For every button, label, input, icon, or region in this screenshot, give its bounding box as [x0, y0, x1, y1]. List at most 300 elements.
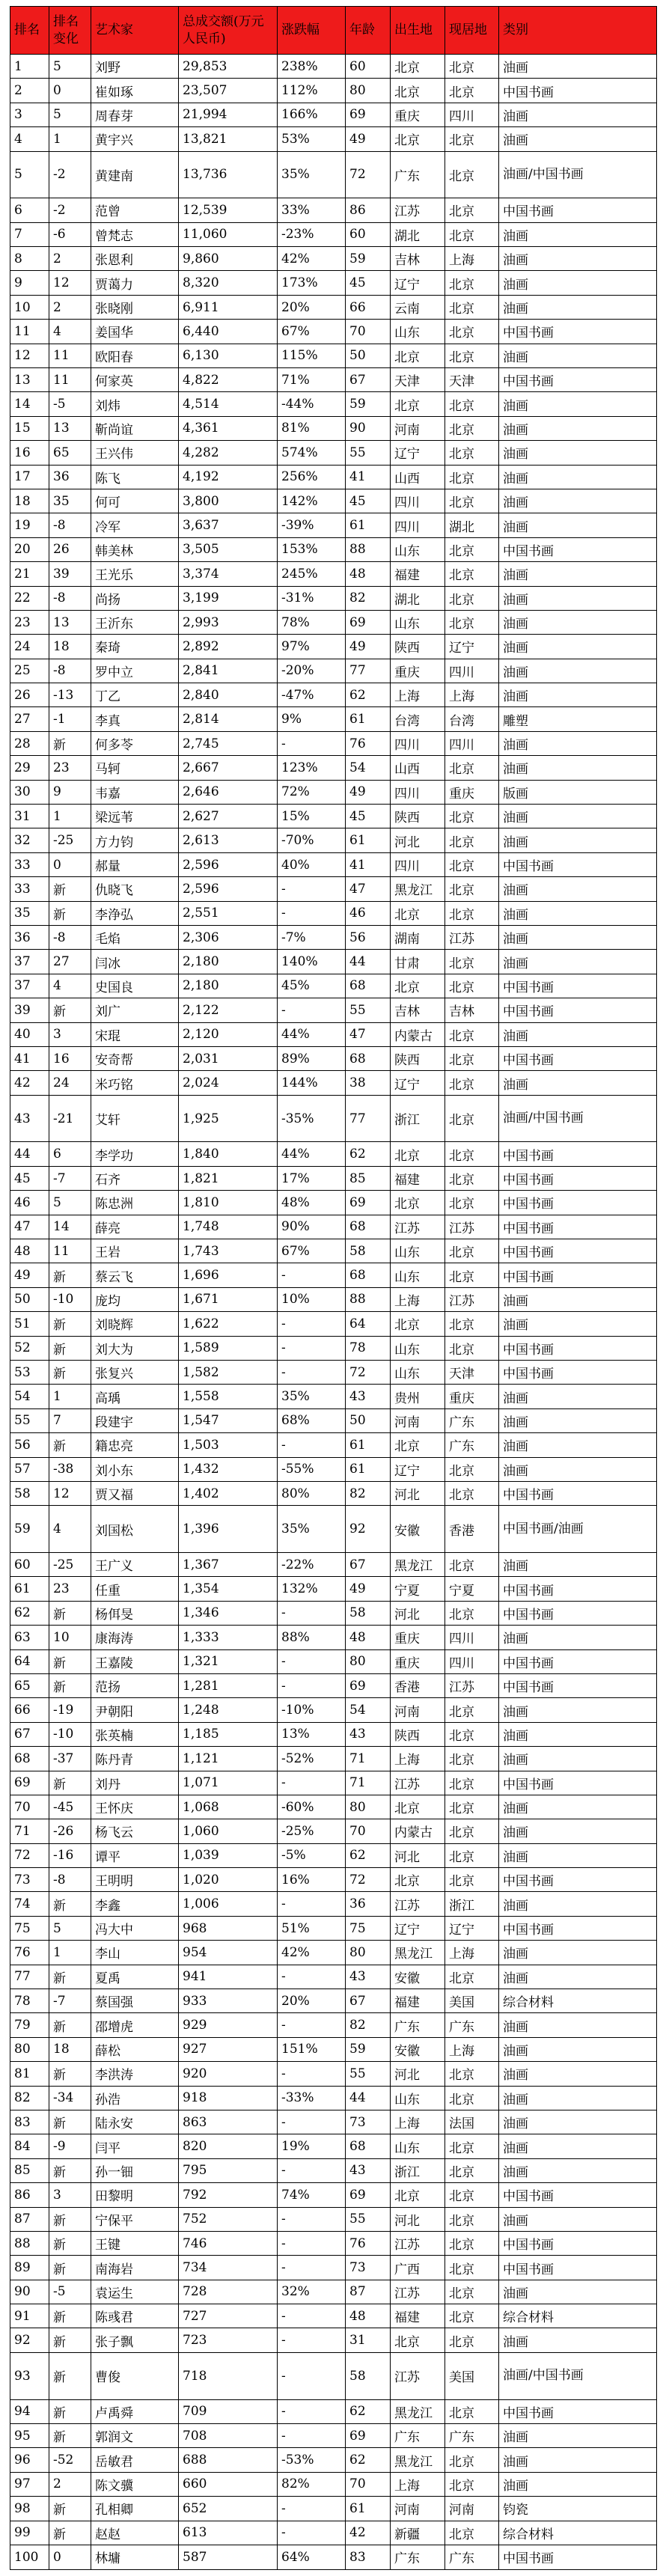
category-cell: 油画 [499, 2472, 657, 2496]
rank-change-cell: 65 [49, 441, 91, 465]
table-row [10, 2352, 657, 2399]
category-cell: 综合材料 [499, 2304, 657, 2328]
change-rate-cell: 74% [278, 2183, 346, 2207]
residence-cell: 浙江 [445, 1892, 499, 1916]
age-cell: 55 [346, 998, 391, 1022]
age-cell: 68 [346, 1215, 391, 1239]
rank-cell: 58 [10, 1481, 49, 1505]
birthplace-cell: 辽宁 [391, 271, 445, 295]
turnover-cell: 3,800 [179, 489, 278, 513]
rank-cell: 8 [10, 247, 49, 271]
rank-cell: 77 [10, 1965, 49, 1989]
rank-change-cell: 23 [49, 756, 91, 780]
residence-cell: 北京 [445, 392, 499, 416]
residence-cell: 天津 [445, 368, 499, 392]
table-row [10, 1673, 657, 1697]
rank-cell: 76 [10, 1941, 49, 1965]
artist-cell: 刘晓辉 [91, 1312, 179, 1336]
age-cell: 70 [346, 1819, 391, 1843]
residence-cell: 北京 [445, 2086, 499, 2110]
artist-cell: 张晓刚 [91, 295, 179, 319]
rank-change-cell: 新 [49, 1673, 91, 1697]
birthplace-cell: 内蒙古 [391, 1022, 445, 1046]
turnover-cell: 929 [179, 2013, 278, 2037]
table-row [10, 1649, 657, 1673]
age-cell: 88 [346, 1287, 391, 1311]
rank-cell: 63 [10, 1626, 49, 1649]
rank-cell: 89 [10, 2256, 49, 2280]
birthplace-cell: 上海 [391, 2472, 445, 2496]
age-cell: 72 [346, 1360, 391, 1384]
rank-change-cell: 7 [49, 1408, 91, 1432]
turnover-cell: 2,596 [179, 877, 278, 901]
turnover-cell: 933 [179, 1989, 278, 2013]
rank-change-cell: -13 [49, 683, 91, 707]
residence-cell: 北京 [445, 2448, 499, 2472]
artist-cell: 李山 [91, 1941, 179, 1965]
change-rate-cell: 42% [278, 247, 346, 271]
change-rate-cell: 35% [278, 151, 346, 198]
artist-cell: 孔相卿 [91, 2497, 179, 2521]
table-row [10, 659, 657, 683]
birthplace-cell: 天津 [391, 368, 445, 392]
table-row [10, 683, 657, 707]
artist-cell: 袁运生 [91, 2280, 179, 2304]
rank-change-cell: 13 [49, 416, 91, 440]
artist-cell: 岳敏君 [91, 2448, 179, 2472]
residence-cell: 北京 [445, 1747, 499, 1771]
residence-cell: 河南 [445, 2497, 499, 2521]
turnover-cell: 795 [179, 2158, 278, 2182]
rank-cell: 99 [10, 2521, 49, 2545]
residence-cell: 江苏 [445, 1673, 499, 1697]
age-cell: 71 [346, 1771, 391, 1795]
residence-cell: 北京 [445, 586, 499, 610]
rank-cell: 36 [10, 925, 49, 949]
rank-change-cell: 新 [49, 2256, 91, 2280]
residence-cell: 北京 [445, 2280, 499, 2304]
birthplace-cell: 四川 [391, 731, 445, 755]
rank-cell: 31 [10, 805, 49, 828]
table-row [10, 1385, 657, 1408]
turnover-cell: 2,306 [179, 925, 278, 949]
rank-change-cell: -25 [49, 1552, 91, 1576]
table-row [10, 731, 657, 755]
table-row [10, 1577, 657, 1601]
rank-change-cell: -45 [49, 1795, 91, 1819]
residence-cell: 北京 [445, 1191, 499, 1215]
turnover-cell: 1,671 [179, 1287, 278, 1311]
category-cell: 中国书画 [499, 198, 657, 222]
turnover-cell: 21,994 [179, 103, 278, 126]
category-cell: 油画 [499, 950, 657, 974]
category-cell: 中国书画 [499, 1916, 657, 1940]
age-cell: 45 [346, 805, 391, 828]
age-cell: 43 [346, 1965, 391, 1989]
artist-cell: 仇晓飞 [91, 877, 179, 901]
change-rate-cell: - [278, 1360, 346, 1384]
birthplace-cell: 河南 [391, 1698, 445, 1722]
turnover-cell: 23,507 [179, 79, 278, 103]
turnover-cell: 660 [179, 2472, 278, 2496]
artist-cell: 范曾 [91, 198, 179, 222]
category-cell: 中国书画 [499, 79, 657, 103]
turnover-cell: 2,031 [179, 1046, 278, 1070]
turnover-cell: 1,748 [179, 1215, 278, 1239]
category-cell: 中国书画 [499, 1191, 657, 1215]
age-cell: 61 [346, 707, 391, 731]
residence-cell: 江苏 [445, 1215, 499, 1239]
table-row [10, 416, 657, 440]
birthplace-cell: 北京 [391, 1312, 445, 1336]
change-rate-cell: - [278, 1649, 346, 1673]
change-rate-cell: 16% [278, 1868, 346, 1892]
rank-change-cell: -8 [49, 586, 91, 610]
change-rate-cell: 10% [278, 1287, 346, 1311]
table-row [10, 2231, 657, 2255]
artist-cell: 丁乙 [91, 683, 179, 707]
artist-cell: 李真 [91, 707, 179, 731]
category-cell: 中国书画 [499, 368, 657, 392]
artist-cell: 刘野 [91, 55, 179, 79]
residence-cell: 北京 [445, 1795, 499, 1819]
category-cell: 油画/中国书画 [499, 1095, 657, 1142]
artist-cell: 刘小东 [91, 1457, 179, 1481]
change-rate-cell: 173% [278, 271, 346, 295]
artist-cell: 赵赵 [91, 2521, 179, 2545]
artist-cell: 刘国松 [91, 1506, 179, 1553]
birthplace-cell: 江苏 [391, 2280, 445, 2304]
turnover-cell: 1,185 [179, 1722, 278, 1746]
turnover-cell: 1,925 [179, 1095, 278, 1142]
artist-cell: 张恩利 [91, 247, 179, 271]
change-rate-cell: -22% [278, 1552, 346, 1576]
turnover-cell: 13,736 [179, 151, 278, 198]
rank-change-cell: 新 [49, 1649, 91, 1673]
table-row [10, 2399, 657, 2423]
age-cell: 58 [346, 1239, 391, 1263]
residence-cell: 上海 [445, 1941, 499, 1965]
rank-change-cell: 3 [49, 2183, 91, 2207]
change-rate-cell: 40% [278, 852, 346, 876]
table-row [10, 2472, 657, 2496]
rank-change-cell: 新 [49, 901, 91, 925]
rank-change-cell: 新 [49, 1771, 91, 1795]
rank-change-cell: 1 [49, 805, 91, 828]
rank-change-cell: 12 [49, 1481, 91, 1505]
age-cell: 73 [346, 2256, 391, 2280]
turnover-cell: 1,354 [179, 1577, 278, 1601]
age-cell: 58 [346, 1601, 391, 1625]
residence-cell: 四川 [445, 731, 499, 755]
residence-cell: 北京 [445, 465, 499, 489]
rank-change-cell: 新 [49, 1312, 91, 1336]
birthplace-cell: 陕西 [391, 1722, 445, 1746]
rank-cell: 56 [10, 1433, 49, 1457]
age-cell: 50 [346, 344, 391, 367]
category-cell: 油画 [499, 2448, 657, 2472]
turnover-cell: 2,120 [179, 1022, 278, 1046]
rank-change-cell: 13 [49, 610, 91, 634]
rank-change-cell: 新 [49, 2521, 91, 2545]
rank-cell: 49 [10, 1263, 49, 1287]
residence-cell: 北京 [445, 1263, 499, 1287]
residence-cell: 北京 [445, 2521, 499, 2545]
change-rate-cell: 574% [278, 441, 346, 465]
age-cell: 69 [346, 610, 391, 634]
rank-cell: 79 [10, 2013, 49, 2037]
artist-cell: 何可 [91, 489, 179, 513]
artist-cell: 王明明 [91, 1868, 179, 1892]
rank-cell: 33 [10, 852, 49, 876]
residence-cell: 北京 [445, 1142, 499, 1166]
age-cell: 78 [346, 1336, 391, 1360]
table-row [10, 2448, 657, 2472]
category-cell: 油画 [499, 2207, 657, 2231]
birthplace-cell: 广东 [391, 2545, 445, 2569]
age-cell: 45 [346, 271, 391, 295]
birthplace-cell: 黑龙江 [391, 2399, 445, 2423]
table-row [10, 1360, 657, 1384]
age-cell: 83 [346, 2545, 391, 2569]
change-rate-cell: -10% [278, 1698, 346, 1722]
artist-cell: 韩美林 [91, 537, 179, 561]
residence-cell: 北京 [445, 1481, 499, 1505]
change-rate-cell: -55% [278, 1457, 346, 1481]
rank-cell: 61 [10, 1577, 49, 1601]
table-row [10, 103, 657, 126]
category-cell: 油画 [499, 756, 657, 780]
change-rate-cell: - [278, 2256, 346, 2280]
change-rate-cell: 256% [278, 465, 346, 489]
table-row [10, 828, 657, 852]
rank-change-cell: 1 [49, 127, 91, 151]
rank-cell: 19 [10, 513, 49, 537]
table-row [10, 1263, 657, 1287]
turnover-cell: 2,627 [179, 805, 278, 828]
residence-cell: 北京 [445, 950, 499, 974]
birthplace-cell: 黑龙江 [391, 1941, 445, 1965]
turnover-cell: 1,547 [179, 1408, 278, 1432]
residence-cell: 广东 [445, 1433, 499, 1457]
birthplace-cell: 广西 [391, 2256, 445, 2280]
category-cell: 油画 [499, 1312, 657, 1336]
change-rate-cell: -35% [278, 1095, 346, 1142]
age-cell: 68 [346, 2134, 391, 2158]
rank-cell: 51 [10, 1312, 49, 1336]
table-row [10, 489, 657, 513]
change-rate-cell: - [278, 1336, 346, 1360]
category-cell: 中国书画 [499, 1673, 657, 1697]
artist-cell: 南海岩 [91, 2256, 179, 2280]
birthplace-cell: 安徽 [391, 1506, 445, 1553]
table-row [10, 368, 657, 392]
artist-cell: 王兴伟 [91, 441, 179, 465]
birthplace-cell: 黑龙江 [391, 1552, 445, 1576]
change-rate-cell: 90% [278, 1215, 346, 1239]
table-row [10, 127, 657, 151]
birthplace-cell: 福建 [391, 2304, 445, 2328]
table-row [10, 950, 657, 974]
birthplace-cell: 湖南 [391, 925, 445, 949]
rank-cell: 69 [10, 1771, 49, 1795]
change-rate-cell: - [278, 2521, 346, 2545]
birthplace-cell: 北京 [391, 1142, 445, 1166]
table-row [10, 392, 657, 416]
artist-cell: 杨飞云 [91, 1819, 179, 1843]
category-cell: 中国书画 [499, 1577, 657, 1601]
table-body [10, 55, 657, 2570]
rank-cell: 27 [10, 707, 49, 731]
artist-cell: 田黎明 [91, 2183, 179, 2207]
table-row [10, 2328, 657, 2352]
birthplace-cell: 台湾 [391, 707, 445, 731]
residence-cell: 美国 [445, 1989, 499, 2013]
rank-change-cell: 5 [49, 55, 91, 79]
residence-cell: 北京 [445, 151, 499, 198]
change-rate-cell: 238% [278, 55, 346, 79]
table-row [10, 2423, 657, 2447]
rank-change-cell: 新 [49, 2399, 91, 2423]
change-rate-cell: 81% [278, 416, 346, 440]
table-row [10, 1965, 657, 1989]
turnover-cell: 2,551 [179, 901, 278, 925]
rank-cell: 22 [10, 586, 49, 610]
artist-cell: 刘丹 [91, 1771, 179, 1795]
rank-cell: 24 [10, 635, 49, 659]
age-cell: 82 [346, 2013, 391, 2037]
rank-change-cell: 9 [49, 780, 91, 804]
turnover-cell: 3,505 [179, 537, 278, 561]
artist-cell: 姜国华 [91, 320, 179, 344]
age-cell: 31 [346, 2328, 391, 2352]
age-cell: 82 [346, 586, 391, 610]
table-row [10, 1552, 657, 1576]
artist-cell: 尚扬 [91, 586, 179, 610]
birthplace-cell: 四川 [391, 513, 445, 537]
category-cell: 中国书画 [499, 1360, 657, 1384]
rank-cell: 37 [10, 974, 49, 998]
artist-cell: 崔如琢 [91, 79, 179, 103]
artist-cell: 王光乐 [91, 562, 179, 586]
table-row [10, 151, 657, 198]
rank-change-cell: 6 [49, 1142, 91, 1166]
category-cell: 中国书画 [499, 320, 657, 344]
table-row [10, 2497, 657, 2521]
rank-cell: 17 [10, 465, 49, 489]
category-cell: 油画 [499, 1698, 657, 1722]
change-rate-cell: 17% [278, 1166, 346, 1190]
table-row [10, 998, 657, 1022]
artist-cell: 陈彧君 [91, 2304, 179, 2328]
category-cell: 油画 [499, 1385, 657, 1408]
artist-ranking-table [10, 6, 657, 2570]
rank-cell: 75 [10, 1916, 49, 1940]
rank-cell: 81 [10, 2062, 49, 2086]
turnover-cell: 1,810 [179, 1191, 278, 1215]
table-row [10, 974, 657, 998]
birthplace-cell: 四川 [391, 780, 445, 804]
rank-cell: 37 [10, 950, 49, 974]
table-row [10, 707, 657, 731]
age-cell: 69 [346, 2183, 391, 2207]
residence-cell: 广东 [445, 2545, 499, 2569]
category-cell: 油画 [499, 1457, 657, 1481]
residence-cell: 北京 [445, 1239, 499, 1263]
artist-cell: 何家英 [91, 368, 179, 392]
change-rate-cell: 67% [278, 320, 346, 344]
turnover-cell: 2,892 [179, 635, 278, 659]
residence-cell: 湖北 [445, 513, 499, 537]
rank-cell: 96 [10, 2448, 49, 2472]
residence-cell: 宁夏 [445, 1577, 499, 1601]
turnover-cell: 2,745 [179, 731, 278, 755]
artist-cell: 欧阳春 [91, 344, 179, 367]
table-row [10, 925, 657, 949]
turnover-cell: 2,667 [179, 756, 278, 780]
artist-cell: 艾轩 [91, 1095, 179, 1142]
residence-cell: 重庆 [445, 1385, 499, 1408]
rank-change-cell: 11 [49, 344, 91, 367]
rank-change-cell: 5 [49, 103, 91, 126]
residence-cell: 北京 [445, 1819, 499, 1843]
change-rate-cell: -20% [278, 659, 346, 683]
artist-cell: 梁远苇 [91, 805, 179, 828]
table-row [10, 2110, 657, 2134]
rank-change-cell: 2 [49, 2472, 91, 2496]
artist-cell: 卢禹舜 [91, 2399, 179, 2423]
category-cell: 油画 [499, 828, 657, 852]
birthplace-cell: 吉林 [391, 247, 445, 271]
turnover-cell: 1,121 [179, 1747, 278, 1771]
artist-cell: 秦琦 [91, 635, 179, 659]
residence-cell: 广东 [445, 1408, 499, 1432]
change-rate-cell: -5% [278, 1843, 346, 1867]
birthplace-cell: 湖北 [391, 586, 445, 610]
artist-cell: 夏禹 [91, 1965, 179, 1989]
category-cell: 中国书画 [499, 2399, 657, 2423]
turnover-cell: 2,180 [179, 950, 278, 974]
rank-change-cell: 26 [49, 537, 91, 561]
table-row [10, 247, 657, 271]
residence-cell: 北京 [445, 901, 499, 925]
table-row [10, 1287, 657, 1311]
change-rate-cell: - [278, 2423, 346, 2447]
artist-cell: 陈文骥 [91, 2472, 179, 2496]
residence-cell: 北京 [445, 1722, 499, 1746]
rank-change-cell: 新 [49, 2352, 91, 2399]
artist-cell: 薛松 [91, 2037, 179, 2061]
rank-cell: 26 [10, 683, 49, 707]
rank-cell: 16 [10, 441, 49, 465]
artist-cell: 孙浩 [91, 2086, 179, 2110]
turnover-cell: 2,613 [179, 828, 278, 852]
residence-cell: 北京 [445, 1336, 499, 1360]
turnover-cell: 1,039 [179, 1843, 278, 1867]
rank-cell: 25 [10, 659, 49, 683]
table-row [10, 2134, 657, 2158]
turnover-cell: 688 [179, 2448, 278, 2472]
age-cell: 48 [346, 1626, 391, 1649]
rank-change-cell: -34 [49, 2086, 91, 2110]
category-cell: 中国书画 [499, 974, 657, 998]
residence-cell: 北京 [445, 974, 499, 998]
table-row [10, 320, 657, 344]
rank-change-cell: -10 [49, 1287, 91, 1311]
birthplace-cell: 四川 [391, 852, 445, 876]
rank-cell: 12 [10, 344, 49, 367]
category-cell: 油画 [499, 1408, 657, 1432]
